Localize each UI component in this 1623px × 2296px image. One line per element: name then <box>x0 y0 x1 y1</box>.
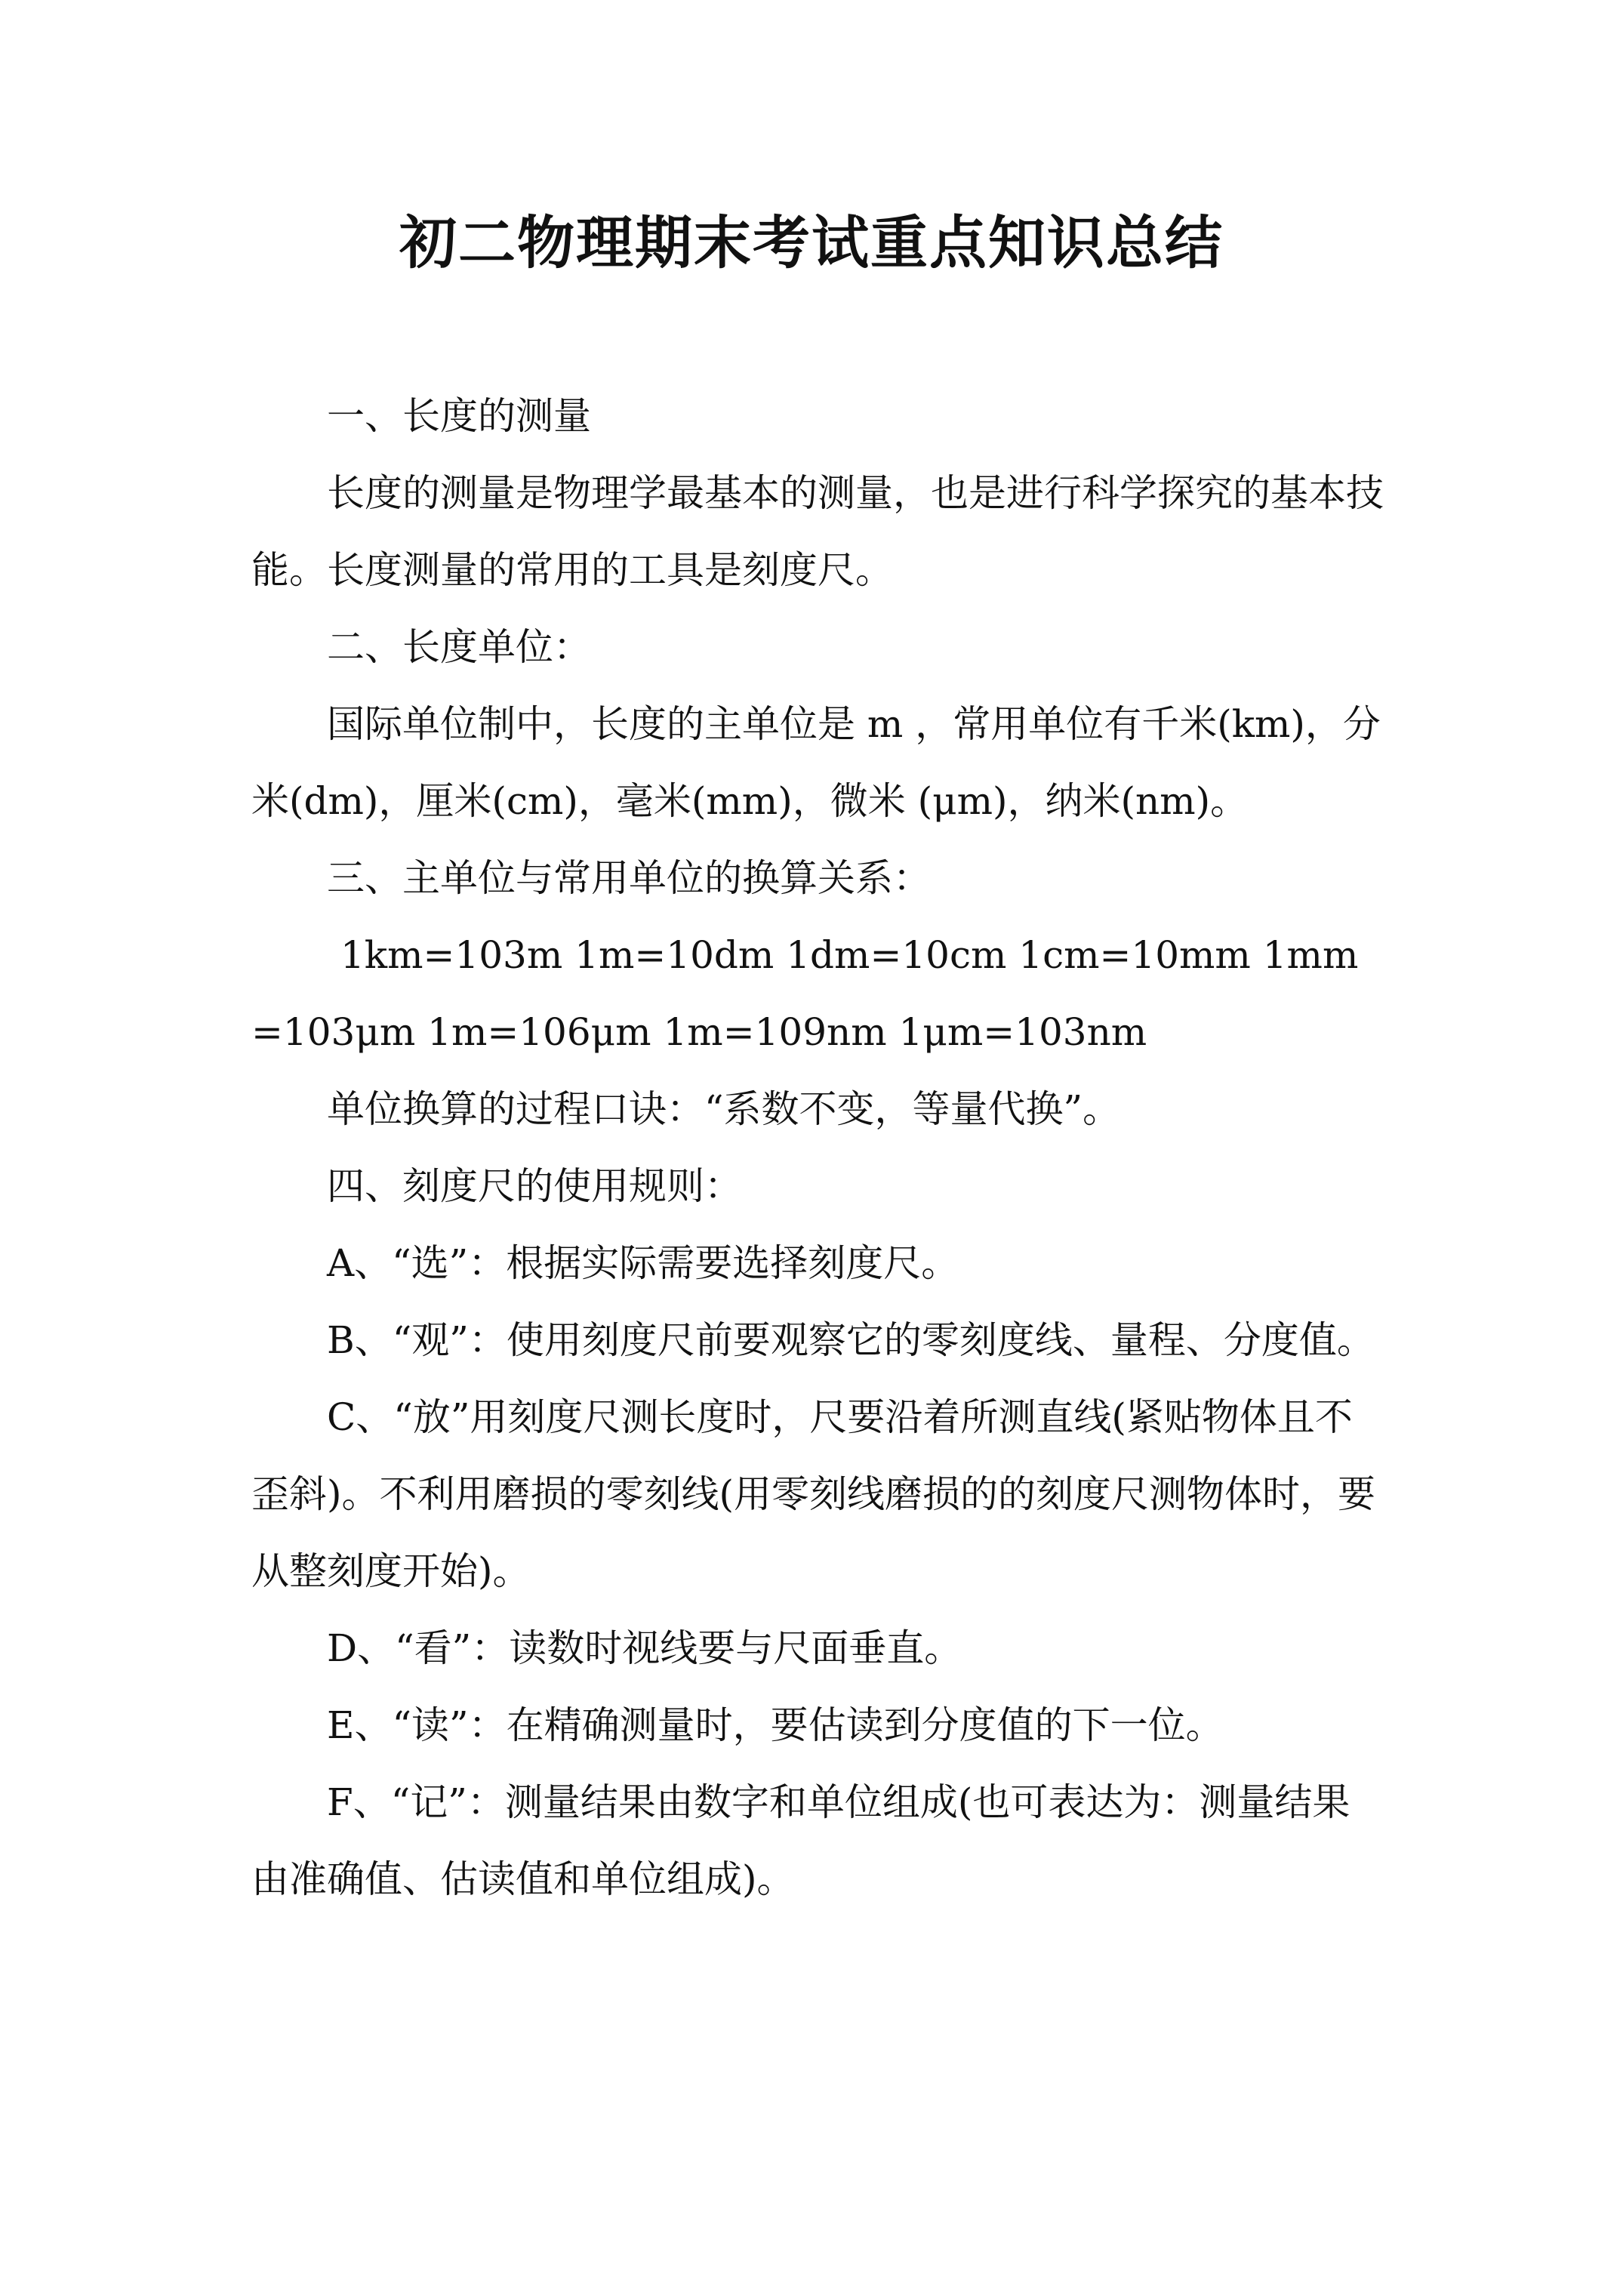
rule-item-f: F、“记”：测量结果由数字和单位组成(也可表达为：测量结果由准确值、估读值和单位组成)。 <box>251 1780 1350 1901</box>
section-heading-length-measurement: 一、长度的测量 <box>327 394 591 438</box>
rule-item-b: B、“观”：使用刻度尺前要观察它的零刻度线、量程、分度值。 <box>327 1318 1375 1362</box>
paragraph-conversion-rhyme: 单位换算的过程口诀：“系数不变，等量代换”。 <box>327 1087 1121 1131</box>
section-heading-unit-conversion: 三、主单位与常用单位的换算关系： <box>327 856 931 900</box>
rule-item-e: E、“读”：在精确测量时，要估读到分度值的下一位。 <box>327 1703 1224 1747</box>
page-title: 初二物理期末考试重点知识总结 <box>399 209 1224 276</box>
rule-item-d: D、“看”：读数时视线要与尺面垂直。 <box>327 1626 962 1670</box>
section-heading-ruler-rules: 四、刻度尺的使用规则： <box>327 1164 742 1208</box>
paragraph-unit-conversion: 1km=103m 1m=10dm 1dm=10cm 1cm=10mm 1mm=103μm 1m=106μm 1m=109nm 1μm=103nm <box>251 933 1359 1054</box>
paragraph-length-units: 国际单位制中，长度的主单位是 m ，常用单位有千米(km)，分米(dm)，厘米(cm)，毫米(mm)，微米 (μm)，纳米(nm)。 <box>251 702 1381 823</box>
section-heading-length-units: 二、长度单位： <box>327 625 591 669</box>
paragraph-length-measurement: 长度的测量是物理学最基本的测量，也是进行科学探究的基本技能。长度测量的常用的工具是刻度尺。 <box>251 471 1384 592</box>
rule-item-a: A、“选”：根据实际需要选择刻度尺。 <box>327 1241 959 1285</box>
document-body <box>251 378 1384 1918</box>
rule-item-c: C、“放”用刻度尺测长度时，尺要沿着所测直线(紧贴物体且不歪斜)。不利用磨损的零刻线(用零刻线磨损的的刻度尺测物体时，要从整刻度开始)。 <box>251 1395 1376 1593</box>
